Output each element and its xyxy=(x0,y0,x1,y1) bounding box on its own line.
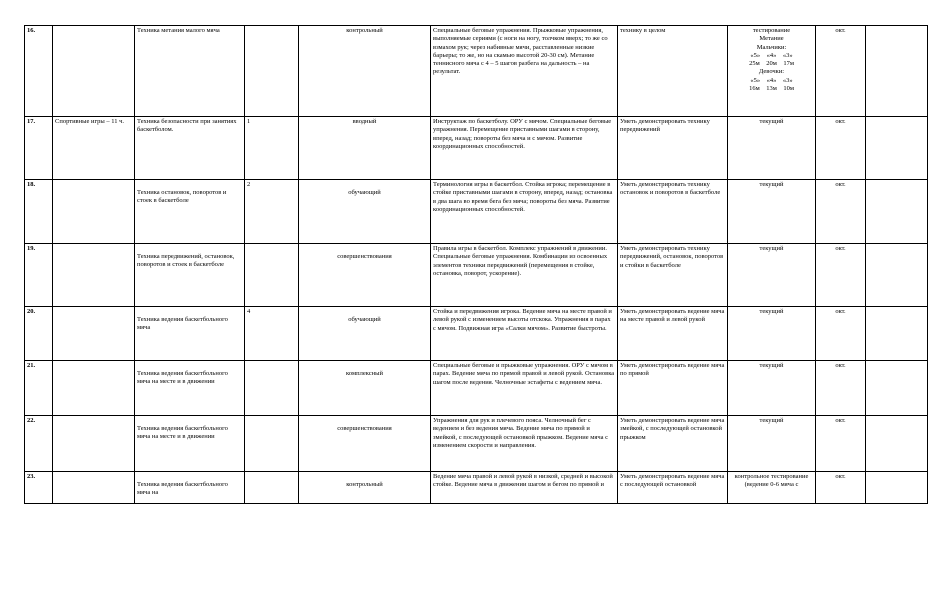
table-row xyxy=(25,472,928,504)
date-cell: окт. xyxy=(816,244,866,307)
control-cell: контрольное тестирование (ведение 0-6 мяча с xyxy=(728,472,816,504)
norms-girls-label: Девочки: xyxy=(758,68,785,76)
date-cell: окт. xyxy=(816,117,866,180)
lesson-type-cell: контрольный xyxy=(299,26,431,117)
section-cell xyxy=(53,244,135,307)
content-cell: Упражнения для рук и плечевого пояса. Челночный бег с ведением и без ведения мяча. Ведение мяча по прямой и змейкой, с последующей остановкой прыжком. Ведение мяча с изменением скорости и направления. xyxy=(431,416,618,472)
date-cell: окт. xyxy=(816,472,866,504)
grade-3: «3» xyxy=(782,76,793,84)
norms-girls-grades xyxy=(730,77,813,85)
grade-4: «4» xyxy=(766,51,777,59)
value-4: 20м xyxy=(766,60,777,68)
content-cell: Специальные беговые упражнения. Прыжковые упражнения, выполняемые сериями (с ноги на ногу, толчком вверх; то же со взмахом рук; через набивные мячи, расставленные низкие барьеры; то же, но на скамью высотой 20-30 см). Метание теннисного мяча с 4 – 5 шагов разбега на дальность – на результат. xyxy=(431,26,618,117)
value-3: 17м xyxy=(783,60,794,68)
norms-title: тестирование xyxy=(752,27,791,34)
value-3: 10м xyxy=(783,85,794,93)
topic-cell: Техника ведения баскетбольного мяча xyxy=(135,307,245,361)
section-cell xyxy=(53,472,135,504)
date-cell: окт. xyxy=(816,307,866,361)
norms-boys-grades xyxy=(730,52,813,60)
lesson-type-cell: совершенствования xyxy=(299,416,431,472)
skills-cell: Уметь демонстрировать ведение мяча змейкой, с последующей остановкой прыжком xyxy=(618,416,728,472)
hours-cell: 1 xyxy=(245,117,299,180)
skills-cell: Уметь демонстрировать технику передвижений, остановок, поворотов и стойки в баскетболе xyxy=(618,244,728,307)
row-number: 21. xyxy=(25,361,53,416)
section-cell xyxy=(53,416,135,472)
section-cell xyxy=(53,361,135,416)
hours-cell xyxy=(245,26,299,117)
section-cell xyxy=(53,180,135,244)
hours-cell: 2 xyxy=(245,180,299,244)
lesson-type-cell: совершенствования xyxy=(299,244,431,307)
date-cell: окт. xyxy=(816,26,866,117)
control-cell xyxy=(728,26,816,117)
lesson-type-cell: обучающий xyxy=(299,307,431,361)
hours-cell: 4 xyxy=(245,307,299,361)
row-number: 23. xyxy=(25,472,53,504)
section-cell xyxy=(53,26,135,117)
row-number: 19. xyxy=(25,244,53,307)
section-cell: Спортивные игры – 11 ч. xyxy=(53,117,135,180)
norms-boys-values xyxy=(730,60,813,68)
note-cell xyxy=(866,180,928,244)
note-cell xyxy=(866,244,928,307)
control-cell: текущий xyxy=(728,117,816,180)
lesson-type-cell: контрольный xyxy=(299,472,431,504)
control-cell: текущий xyxy=(728,180,816,244)
topic-cell: Техника передвижений, остановок, поворотов и стоек в баскетболе xyxy=(135,244,245,307)
note-cell xyxy=(866,416,928,472)
topic-cell: Техника безопасности при занятиях баскетболом. xyxy=(135,117,245,180)
skills-cell: Уметь демонстрировать технику передвижений xyxy=(618,117,728,180)
skills-cell: Уметь демонстрировать технику остановок и поворотов в баскетболе xyxy=(618,180,728,244)
grade-4: «4» xyxy=(766,76,777,84)
skills-cell: Уметь демонстрировать ведение мяча по прямой xyxy=(618,361,728,416)
row-number: 18. xyxy=(25,180,53,244)
topic-cell: Техника метания малого мяча xyxy=(135,26,245,117)
row-number: 16. xyxy=(25,26,53,117)
hours-cell xyxy=(245,244,299,307)
section-cell xyxy=(53,307,135,361)
hours-cell xyxy=(245,416,299,472)
topic-cell: Техника ведения баскетбольного мяча на месте и в движении xyxy=(135,416,245,472)
note-cell xyxy=(866,307,928,361)
grade-5: «5» xyxy=(750,51,761,59)
control-cell: текущий xyxy=(728,307,816,361)
skills-cell: технику в целом xyxy=(618,26,728,117)
lesson-type-cell: вводный xyxy=(299,117,431,180)
topic-cell: Техника остановок, поворотов и стоек в баскетболе xyxy=(135,180,245,244)
table-row xyxy=(25,244,928,307)
date-cell: окт. xyxy=(816,180,866,244)
note-cell xyxy=(866,26,928,117)
grade-5: «5» xyxy=(750,76,761,84)
table-row xyxy=(25,416,928,472)
table-row xyxy=(25,180,928,244)
table-row xyxy=(25,26,928,117)
control-cell: текущий xyxy=(728,361,816,416)
skills-cell: Уметь демонстрировать ведение мяча с последующей остановкой xyxy=(618,472,728,504)
date-cell: окт. xyxy=(816,361,866,416)
date-cell: окт. xyxy=(816,416,866,472)
note-cell xyxy=(866,472,928,504)
lesson-type-cell: обучающий xyxy=(299,180,431,244)
value-4: 13м xyxy=(766,85,777,93)
row-number: 22. xyxy=(25,416,53,472)
content-cell: Специальные беговые и прыжковые упражнения. ОРУ с мячом в парах. Ведение мяча по прямой правой и левой рукой. Остановка шагом после ведения. Челночные эстафеты с ведением мяча. xyxy=(431,361,618,416)
norms-boys-label: Мальчики: xyxy=(756,43,787,51)
content-cell: Инструктаж по баскетболу. ОРУ с мячом. Специальные беговые упражнения. Перемещение приставными шагами в сторону, вперед, назад; повороты без мяча и с мячом. Развитие координационных способностей. xyxy=(431,117,618,180)
hours-cell xyxy=(245,472,299,504)
topic-cell: Техника ведения баскетбольного мяча на месте и в движении xyxy=(135,361,245,416)
skills-cell: Уметь демонстрировать ведение мяча на месте правой и левой рукой xyxy=(618,307,728,361)
row-number: 17. xyxy=(25,117,53,180)
norms-event: Метание xyxy=(759,35,784,43)
row-number: 20. xyxy=(25,307,53,361)
control-cell: текущий xyxy=(728,416,816,472)
lesson-type-cell: комплексный xyxy=(299,361,431,416)
content-cell: Терминология игры в баскетбол. Стойка игрока; перемещение в стойке приставными шагами в сторону, вперед, назад; остановка в два шага во время бега без мяча; повороты без мяча. Развитие координационных способностей. xyxy=(431,180,618,244)
content-cell: Стойка и передвижения игрока. Ведение мяча на месте правой и левой рукой с изменением высоты отскока. Упражнения в парах с мячом. Подвижная игра «Салки мячом». Развитие быстроты. xyxy=(431,307,618,361)
topic-cell: Техника ведения баскетбольного мяча на xyxy=(135,472,245,504)
value-5: 16м xyxy=(749,85,760,93)
grade-3: «3» xyxy=(782,51,793,59)
norms-girls-values xyxy=(730,85,813,93)
note-cell xyxy=(866,117,928,180)
table-row xyxy=(25,361,928,416)
table-row xyxy=(25,117,928,180)
value-5: 25м xyxy=(749,60,760,68)
content-cell: Ведение мяча правой и левой рукой в низкой, средней и высокой стойке. Ведение мяча в движении шагом и бегом по прямой и xyxy=(431,472,618,504)
note-cell xyxy=(866,361,928,416)
lesson-plan-table xyxy=(24,25,928,504)
content-cell: Правила игры в баскетбол. Комплекс упражнений в движении. Специальные беговые упражнения. Комбинации из освоенных элементов техники передвижений (перемещения в стойке, остановка, поворот, ускорение). xyxy=(431,244,618,307)
hours-cell xyxy=(245,361,299,416)
table-row xyxy=(25,307,928,361)
control-cell: текущий xyxy=(728,244,816,307)
